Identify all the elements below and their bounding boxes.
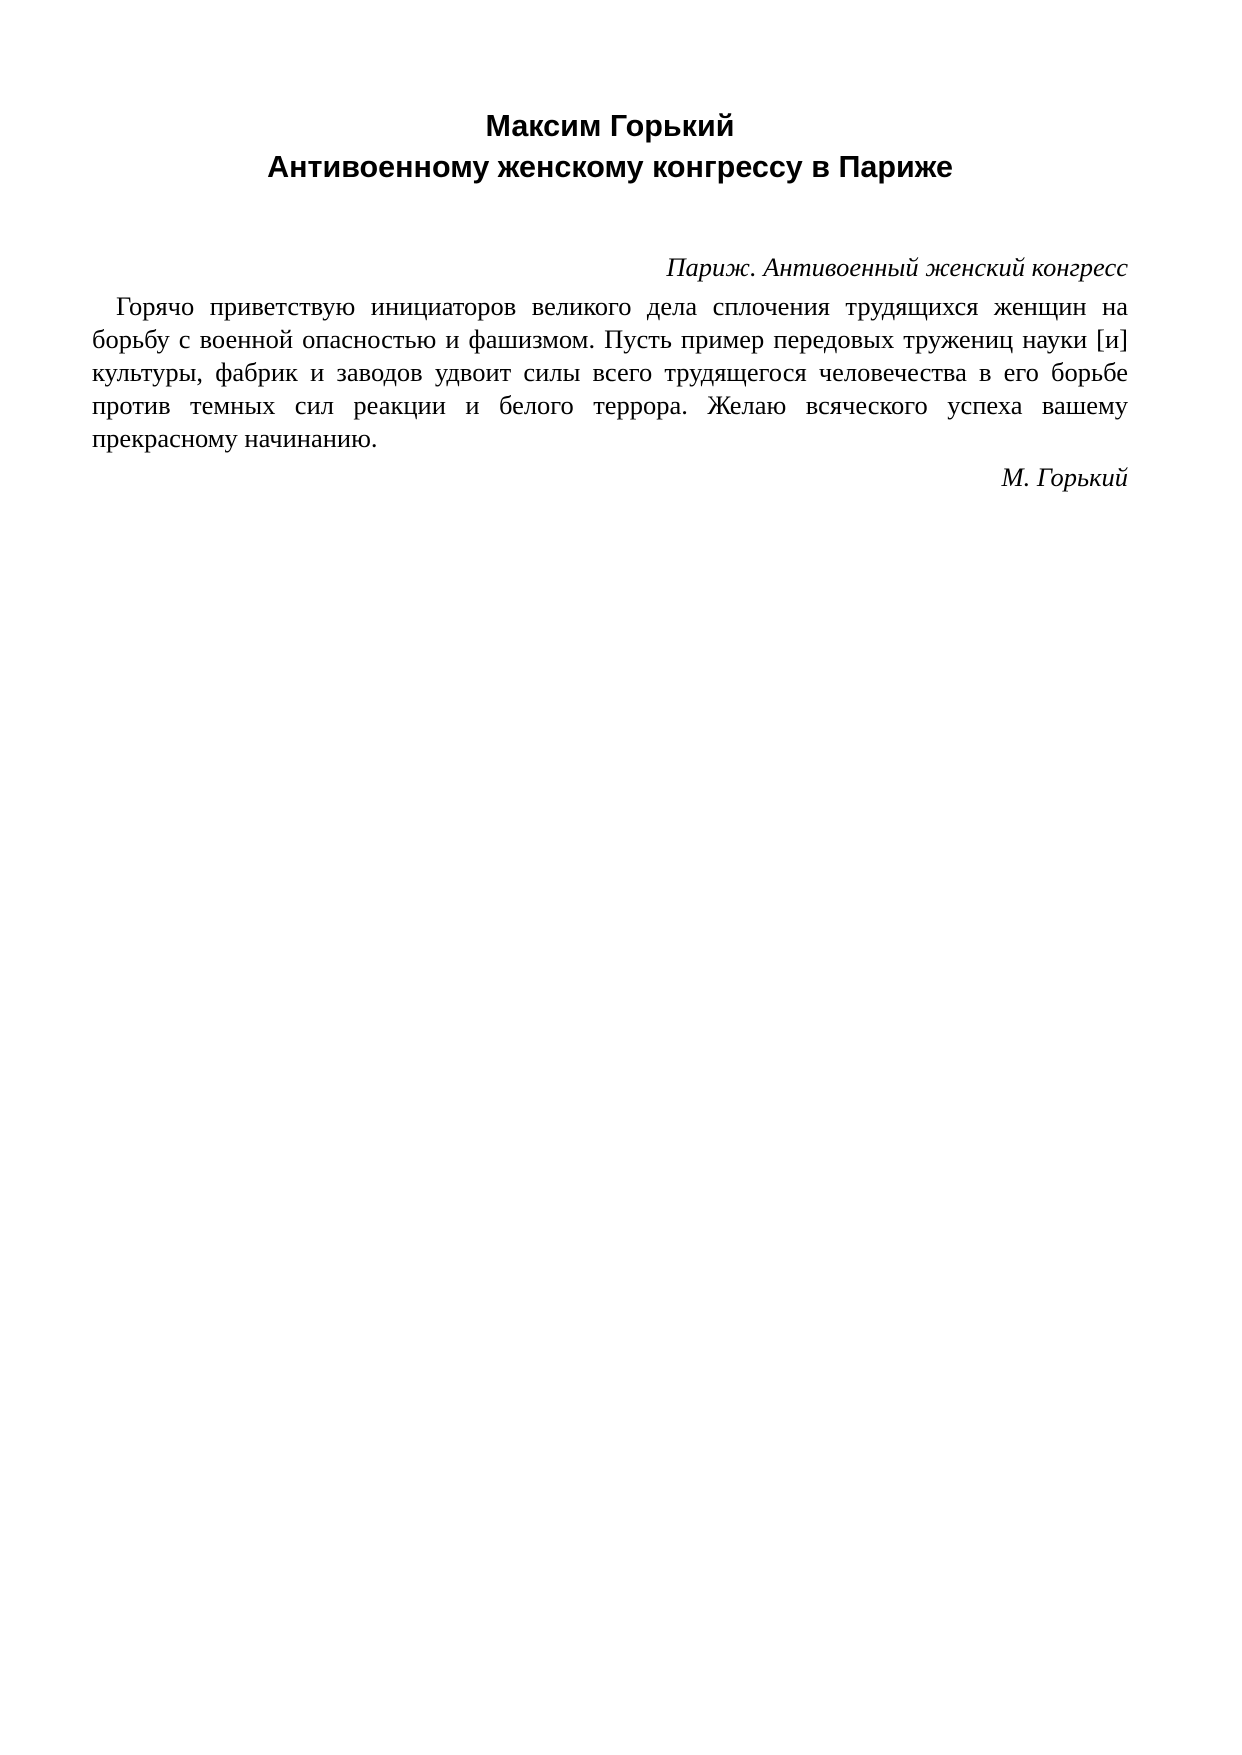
letter-paragraph: Горячо приветствую инициаторов великого дела сплочения трудящихся женщин на борьбу с военной опасностью и фашизмом. Пусть пример передовых тружениц науки [и] культуры, фабрик и заводов удвоит силы всего трудящегося человечества в его борьбе против темных сил реакции и белого террора. Желаю всяческого успеха вашему прекрасному начинанию. [92, 291, 1128, 453]
document-title: Антивоенному женскому конгрессу в Париже [267, 150, 953, 184]
addressee-line: Париж. Антивоенный женский конгресс [666, 252, 1128, 282]
author-name: Максим Горький [485, 109, 735, 143]
letter-content [92, 251, 1128, 494]
title-block [92, 106, 1128, 188]
signature: М. Горький [1001, 462, 1128, 492]
